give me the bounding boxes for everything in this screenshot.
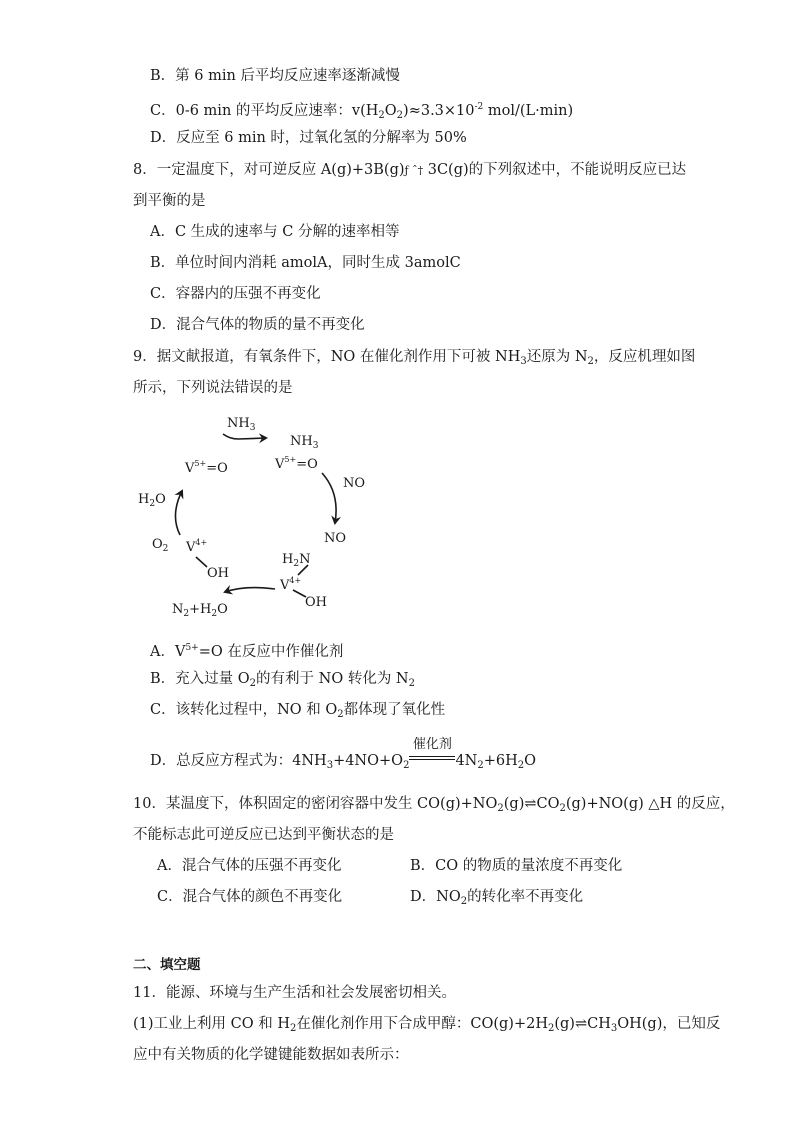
section-title-fill-in: 二、填空题 [133,957,201,973]
q9-option-c: C．该转化过程中，NO 和 $O_2$都体现了氧化性 [150,702,446,720]
v5-right-label: $V^{5+}=O$ [275,455,318,472]
h2o-out-label: $H_2O$ [138,492,166,509]
q7-option-c: C．0-6 min 的平均反应速率：$v(H_2O_2)\approx 3.3\times 10^{-2}$ mol/(L·min) [150,102,574,121]
q7-option-b: B．第 6 min 后平均反应速率逐渐减慢 [150,68,400,84]
q8-option-b: B．单位时间内消耗 amolA，同时生成 3amolC [150,255,461,271]
bond-v-oh-left [196,557,207,567]
q11-part1-line1: (1)工业上利用 CO 和 $H_2$在催化剂作用下合成甲醇：$CO(g)+2H_2(g)\rightleftharpoons CH_3OH(g)$，已知反 [133,1016,721,1034]
nh3-bound-label: $NH_3$ [290,434,319,451]
arrow-right [322,473,336,523]
q11-stem: 11．能源、环境与生产生活和社会发展密切相关。 [133,985,456,1001]
q8-option-a: A．C 生成的速率与 C 分解的速率相等 [150,224,400,240]
arrow-top [223,434,266,439]
oh-left-label: OH [207,566,229,581]
v4-right-label: $V^{4+}$ [280,576,302,593]
q10-stem-line1: 10．某温度下，体积固定的密闭容器中发生 $CO(g)+NO_2(g)\rightleftharpoons CO_2(g)+NO(g)$ △H 的反应， [133,796,735,814]
q8-option-d: D．混合气体的物质的量不再变化 [150,317,365,333]
v4-left-label: $V^{4+}$ [186,538,208,555]
oh-right-label: OH [305,595,327,610]
q10-option-d: D．$NO_2$的转化率不再变化 [410,889,584,907]
q9-option-b: B．充入过量 $O_2$的有利于 NO 转化为 $N_2$ [150,671,415,689]
q9-stem-line2: 所示，下列说法错误的是 [133,380,293,396]
no-incoming-label: NO [343,476,366,491]
reaction-mechanism-diagram [130,405,390,620]
q8-stem-line2: 到平衡的是 [133,193,206,209]
q11-part1-line2: 应中有关物质的化学键键能数据如表所示： [133,1047,409,1063]
nh3-incoming-label: $NH_3$ [227,416,256,433]
catalyst-equals-sign: 催化剂 [409,747,455,767]
q8-stem-line1: 8．一定温度下，对可逆反应 A(g)+3B(g)ƒ ˆ† 3C(g)的下列叙述中，不能说明反应已达 [133,162,687,178]
q7-option-d: D．反应至 6 min 时，过氧化氢的分解率为 50% [150,130,467,146]
o2-in-label: $O_2$ [152,537,169,554]
q8-option-c: C．容器内的压强不再变化 [150,286,321,302]
v5-left-label: $V^{5+}=O$ [185,459,228,476]
q9-option-d: D．总反应方程式为：$4NH_3+4NO+O_2$ 催化剂 $4N_2+6H_2O$ [150,737,537,771]
q10-stem-line2: 不能标志此可逆反应已达到平衡状态的是 [133,827,394,843]
q10-option-a: A．混合气体的压强不再变化 [157,858,342,874]
q10-option-b: B．CO 的物质的量浓度不再变化 [410,858,623,874]
h2n-label: $H_2N$ [282,552,311,569]
bond-v-oh-right [293,590,306,597]
q9-option-a: A．$V^{5+}=O$ 在反应中作催化剂 [150,643,344,660]
q9-stem-line1: 9．据文献报道，有氧条件下，NO 在催化剂作用下可被 $NH_3$还原为 $N_2$，反应机理如图 [133,349,696,367]
q10-option-c: C．混合气体的颜色不再变化 [157,889,343,905]
arrow-bottom [225,588,275,592]
no-bound-label: NO [324,531,347,546]
n2-h2o-out-label: $N_2+H_2O$ [172,602,228,619]
arrow-left [175,491,182,535]
